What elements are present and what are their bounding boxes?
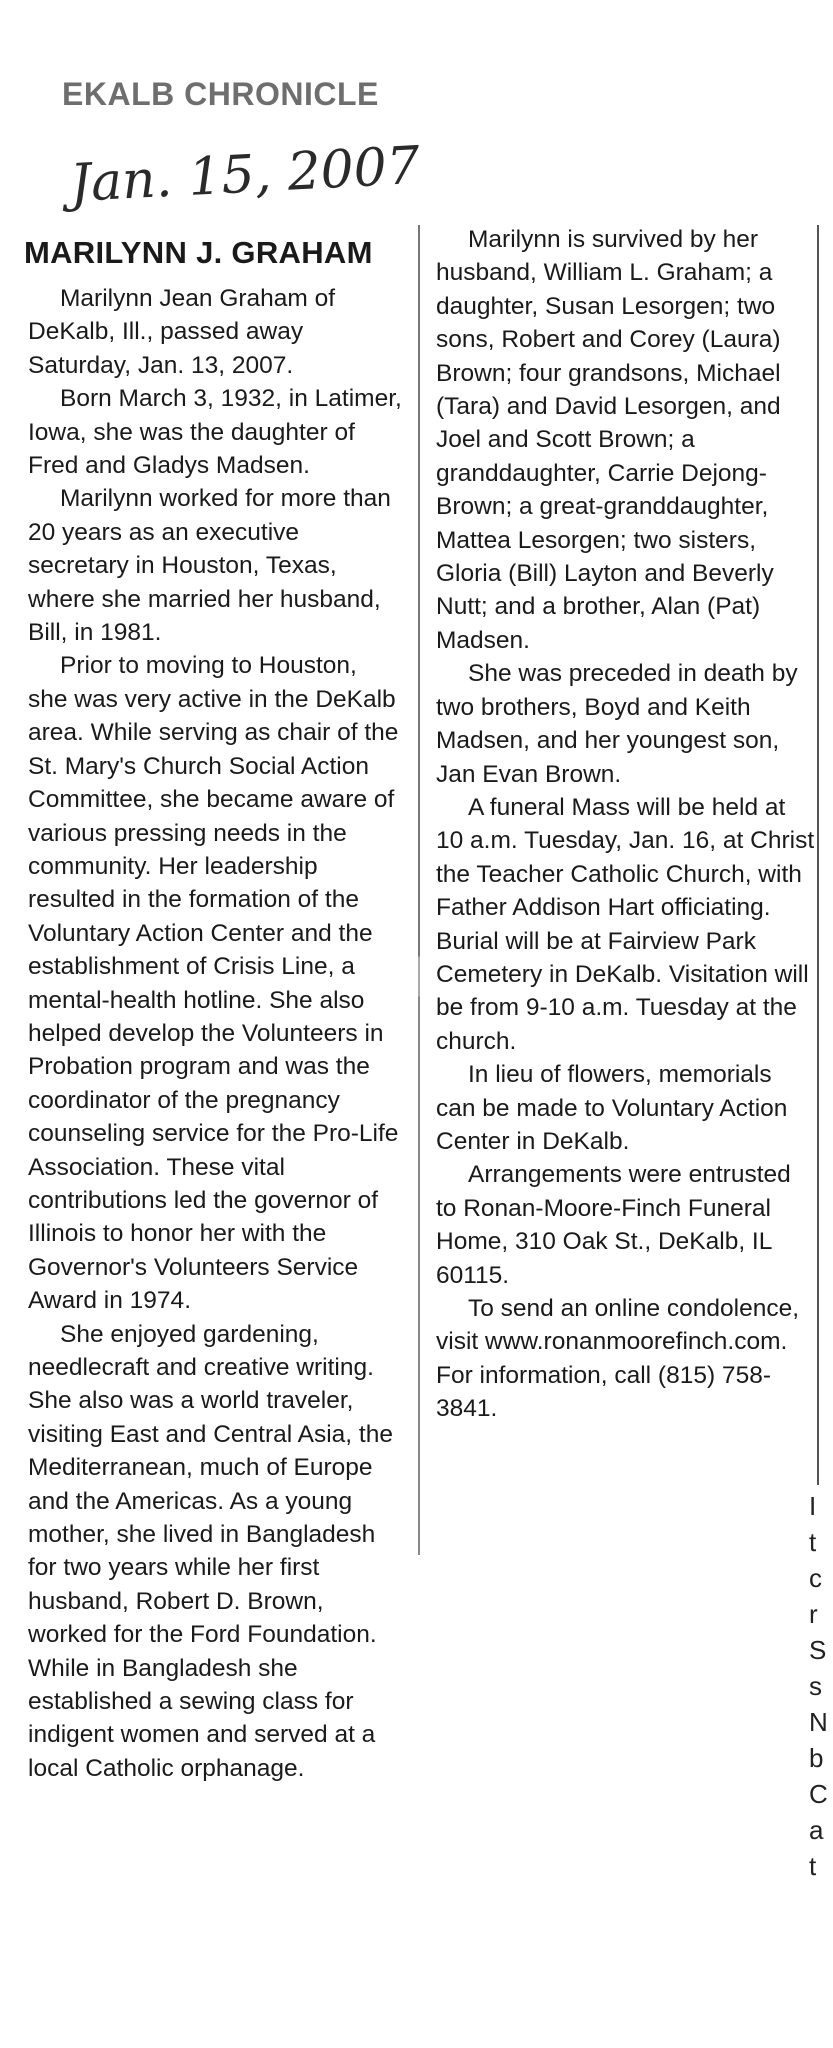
edge-letter: c <box>809 1563 822 1593</box>
paragraph-birth: Born March 3, 1932, in Latimer, Iowa, she was the daughter of Fred and Gladys Madsen. <box>28 385 402 480</box>
obituary-headline: MARILYNN J. GRAHAM <box>24 235 373 270</box>
edge-letter: s <box>809 1671 822 1701</box>
edge-letter: r <box>809 1599 818 1629</box>
edge-letter: t <box>809 1851 817 1881</box>
right-column <box>436 223 816 1426</box>
paragraph-arrangements: Arrangements were entrusted to Ronan-Moore-Finch Funeral Home, 310 Oak St., DeKalb, IL 60115. <box>436 1161 791 1289</box>
column-divider <box>418 225 420 1555</box>
edge-letter: b <box>809 1743 824 1773</box>
newspaper-masthead: EKALB CHRONICLE <box>62 76 379 112</box>
edge-letter: S <box>809 1635 827 1665</box>
paragraph-funeral: A funeral Mass will be held at 10 a.m. Tuesday, Jan. 16, at Christ the Teacher Catholic Church, with Father Addison Hart officiating. Burial will be at Fairview Park Cemetery in DeKalb. Visitation will be from 9-10 a.m. Tuesday at the church. <box>436 793 815 1055</box>
paragraph-condolences: To send an online condolence, visit www.ronanmoorefinch.com. For information, call (815) 758-3841. <box>436 1295 800 1423</box>
paragraph-community-service: Prior to moving to Houston, she was very active in the DeKalb area. While serving as chair of the St. Mary's Church Social Action Committee, she became aware of various pressing needs in the community. Her leadership resulted in the formation of the Voluntary Action Center and the establishment of Crisis Line, a mental-health hotline. She also helped develop the Volunteers in Probation program and was the coordinator of the pregnancy counseling service for the Pro-Life Association. These vital contributions led the governor of Illinois to honor her with the Governor's Volunteers Service Award in 1974. <box>28 652 399 1315</box>
paragraph-interests: She enjoyed gardening, needlecraft and creative writing. She also was a world traveler, visiting East and Central Asia, the Mediterranean, much of Europe and the Americas. As a young mother, she lived in Bangladesh for two years while her first husband, Robert D. Brown, worked for the Ford Foundation. While in Bangladesh she established a sewing class for indigent women and served at a local Catholic orphanage. <box>28 1320 393 1782</box>
handwritten-date: Jan. 15, 2007 <box>68 135 422 215</box>
edge-letter: t <box>809 1527 817 1557</box>
paragraph-career: Marilynn worked for more than 20 years as an executive secretary in Houston, Texas, where she married her husband, Bill, in 1981. <box>28 485 391 647</box>
edge-letter: C <box>809 1779 828 1809</box>
paragraph-death-notice: Marilynn Jean Graham of DeKalb, Ill., passed away Saturday, Jan. 13, 2007. <box>28 285 336 379</box>
left-column <box>28 282 403 1785</box>
edge-letter: N <box>809 1707 828 1737</box>
edge-letter: I <box>809 1491 817 1521</box>
edge-letter: a <box>809 1815 824 1845</box>
paragraph-preceded: She was preceded in death by two brothers, Boyd and Keith Madsen, and her youngest son, Jan Evan Brown. <box>436 660 798 788</box>
adjacent-column-border <box>817 225 819 1485</box>
adjacent-article-fragment <box>809 1488 829 1884</box>
paragraph-memorials: In lieu of flowers, memorials can be made to Voluntary Action Center in DeKalb. <box>436 1061 788 1155</box>
paragraph-survivors: Marilynn is survived by her husband, William L. Graham; a daughter, Susan Lesorgen; two sons, Robert and Corey (Laura) Brown; four grandsons, Michael (Tara) and David Lesorgen, and Joel and Scott Brown; a granddaughter, Carrie Dejong-Brown; a great-granddaughter, Mattea Lesorgen; two sisters, Gloria (Bill) Layton and Beverly Nutt; and a brother, Alan (Pat) Madsen. <box>436 226 781 654</box>
